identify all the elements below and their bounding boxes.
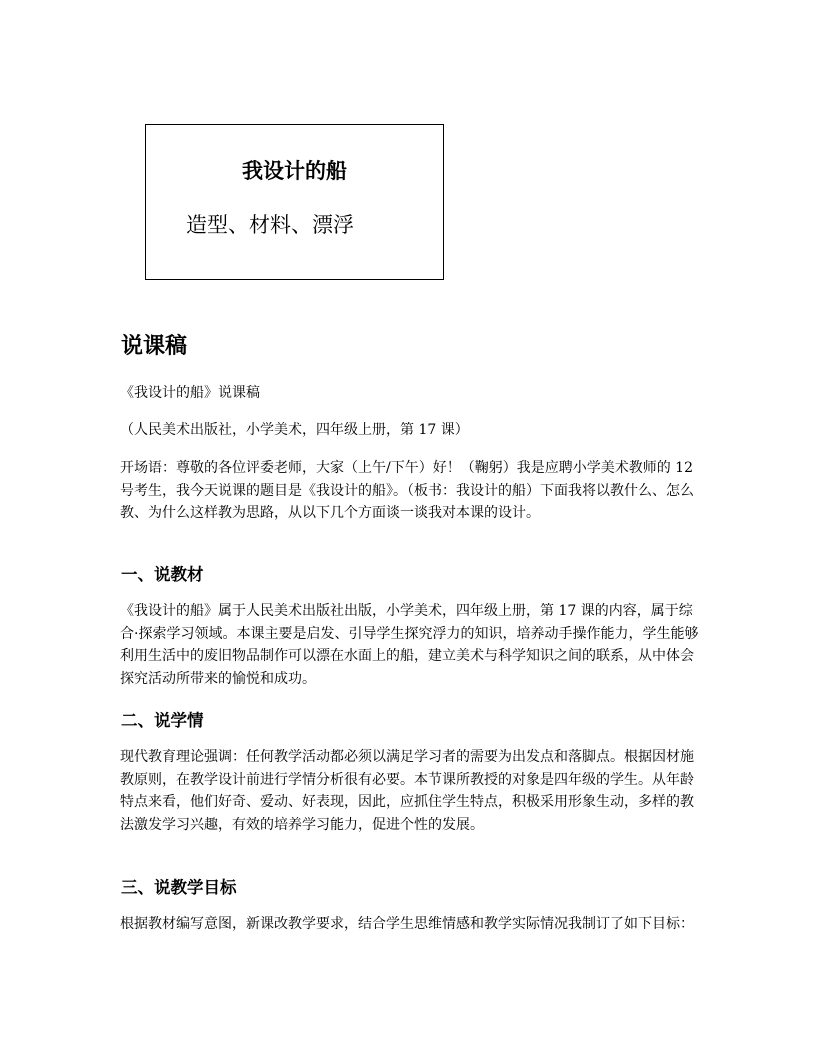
blackboard-design-box xyxy=(145,124,444,280)
section-heading-students: 二、说学情 xyxy=(121,711,204,730)
section-heading-objectives: 三、说教学目标 xyxy=(121,878,237,897)
opening-paragraph: 开场语：尊敬的各位评委老师，大家（上午/下午）好！（鞠躬）我是应聘小学美术教师的 12 号考生，我今天说课的题目是《我设计的船》。（板书：我设计的船）下面我将以教什么、怎么教、为什么这样教为思路，从以下几个方面谈一谈我对本课的设计。 xyxy=(120,460,694,521)
section-body-students: 现代教育理论强调：任何教学活动都必须以满足学习者的需要为出发点和落脚点。根据因材施教原则，在教学设计前进行学情分析很有必要。本节课所教授的对象是四年级的学生。从年龄特点来看，他们好奇、爱动、好表现，因此，应抓住学生特点，积极采用形象生动，多样的教法激发学习兴趣，有效的培养学习能力，促进个性的发展。 xyxy=(120,749,694,833)
publisher-info-line: （人民美术出版社，小学美术，四年级上册，第 17 课） xyxy=(120,422,469,438)
board-subtitle: 造型、材料、漂浮 xyxy=(186,213,354,237)
document-title: 说课稿 xyxy=(121,334,188,359)
section-body-materials: 《我设计的船》属于人民美术出版社出版，小学美术，四年级上册，第 17 课的内容，属于综合·探索学习领域。本课主要是启发、引导学生探究浮力的知识，培养动手操作能力，学生能够利用生活中的废旧物品制作可以漂在水面上的船，建立美术与科学知识之间的联系，从中体会探究活动所带来的愉悦和成功。 xyxy=(120,603,699,687)
section-heading-materials: 一、说教材 xyxy=(121,565,204,584)
lesson-name-line: 《我设计的船》说课稿 xyxy=(120,385,260,401)
board-title: 我设计的船 xyxy=(242,159,347,183)
section-body-objectives: 根据教材编写意图，新课改教学要求，结合学生思维情感和教学实际情况我制订了如下目标： xyxy=(120,916,694,932)
